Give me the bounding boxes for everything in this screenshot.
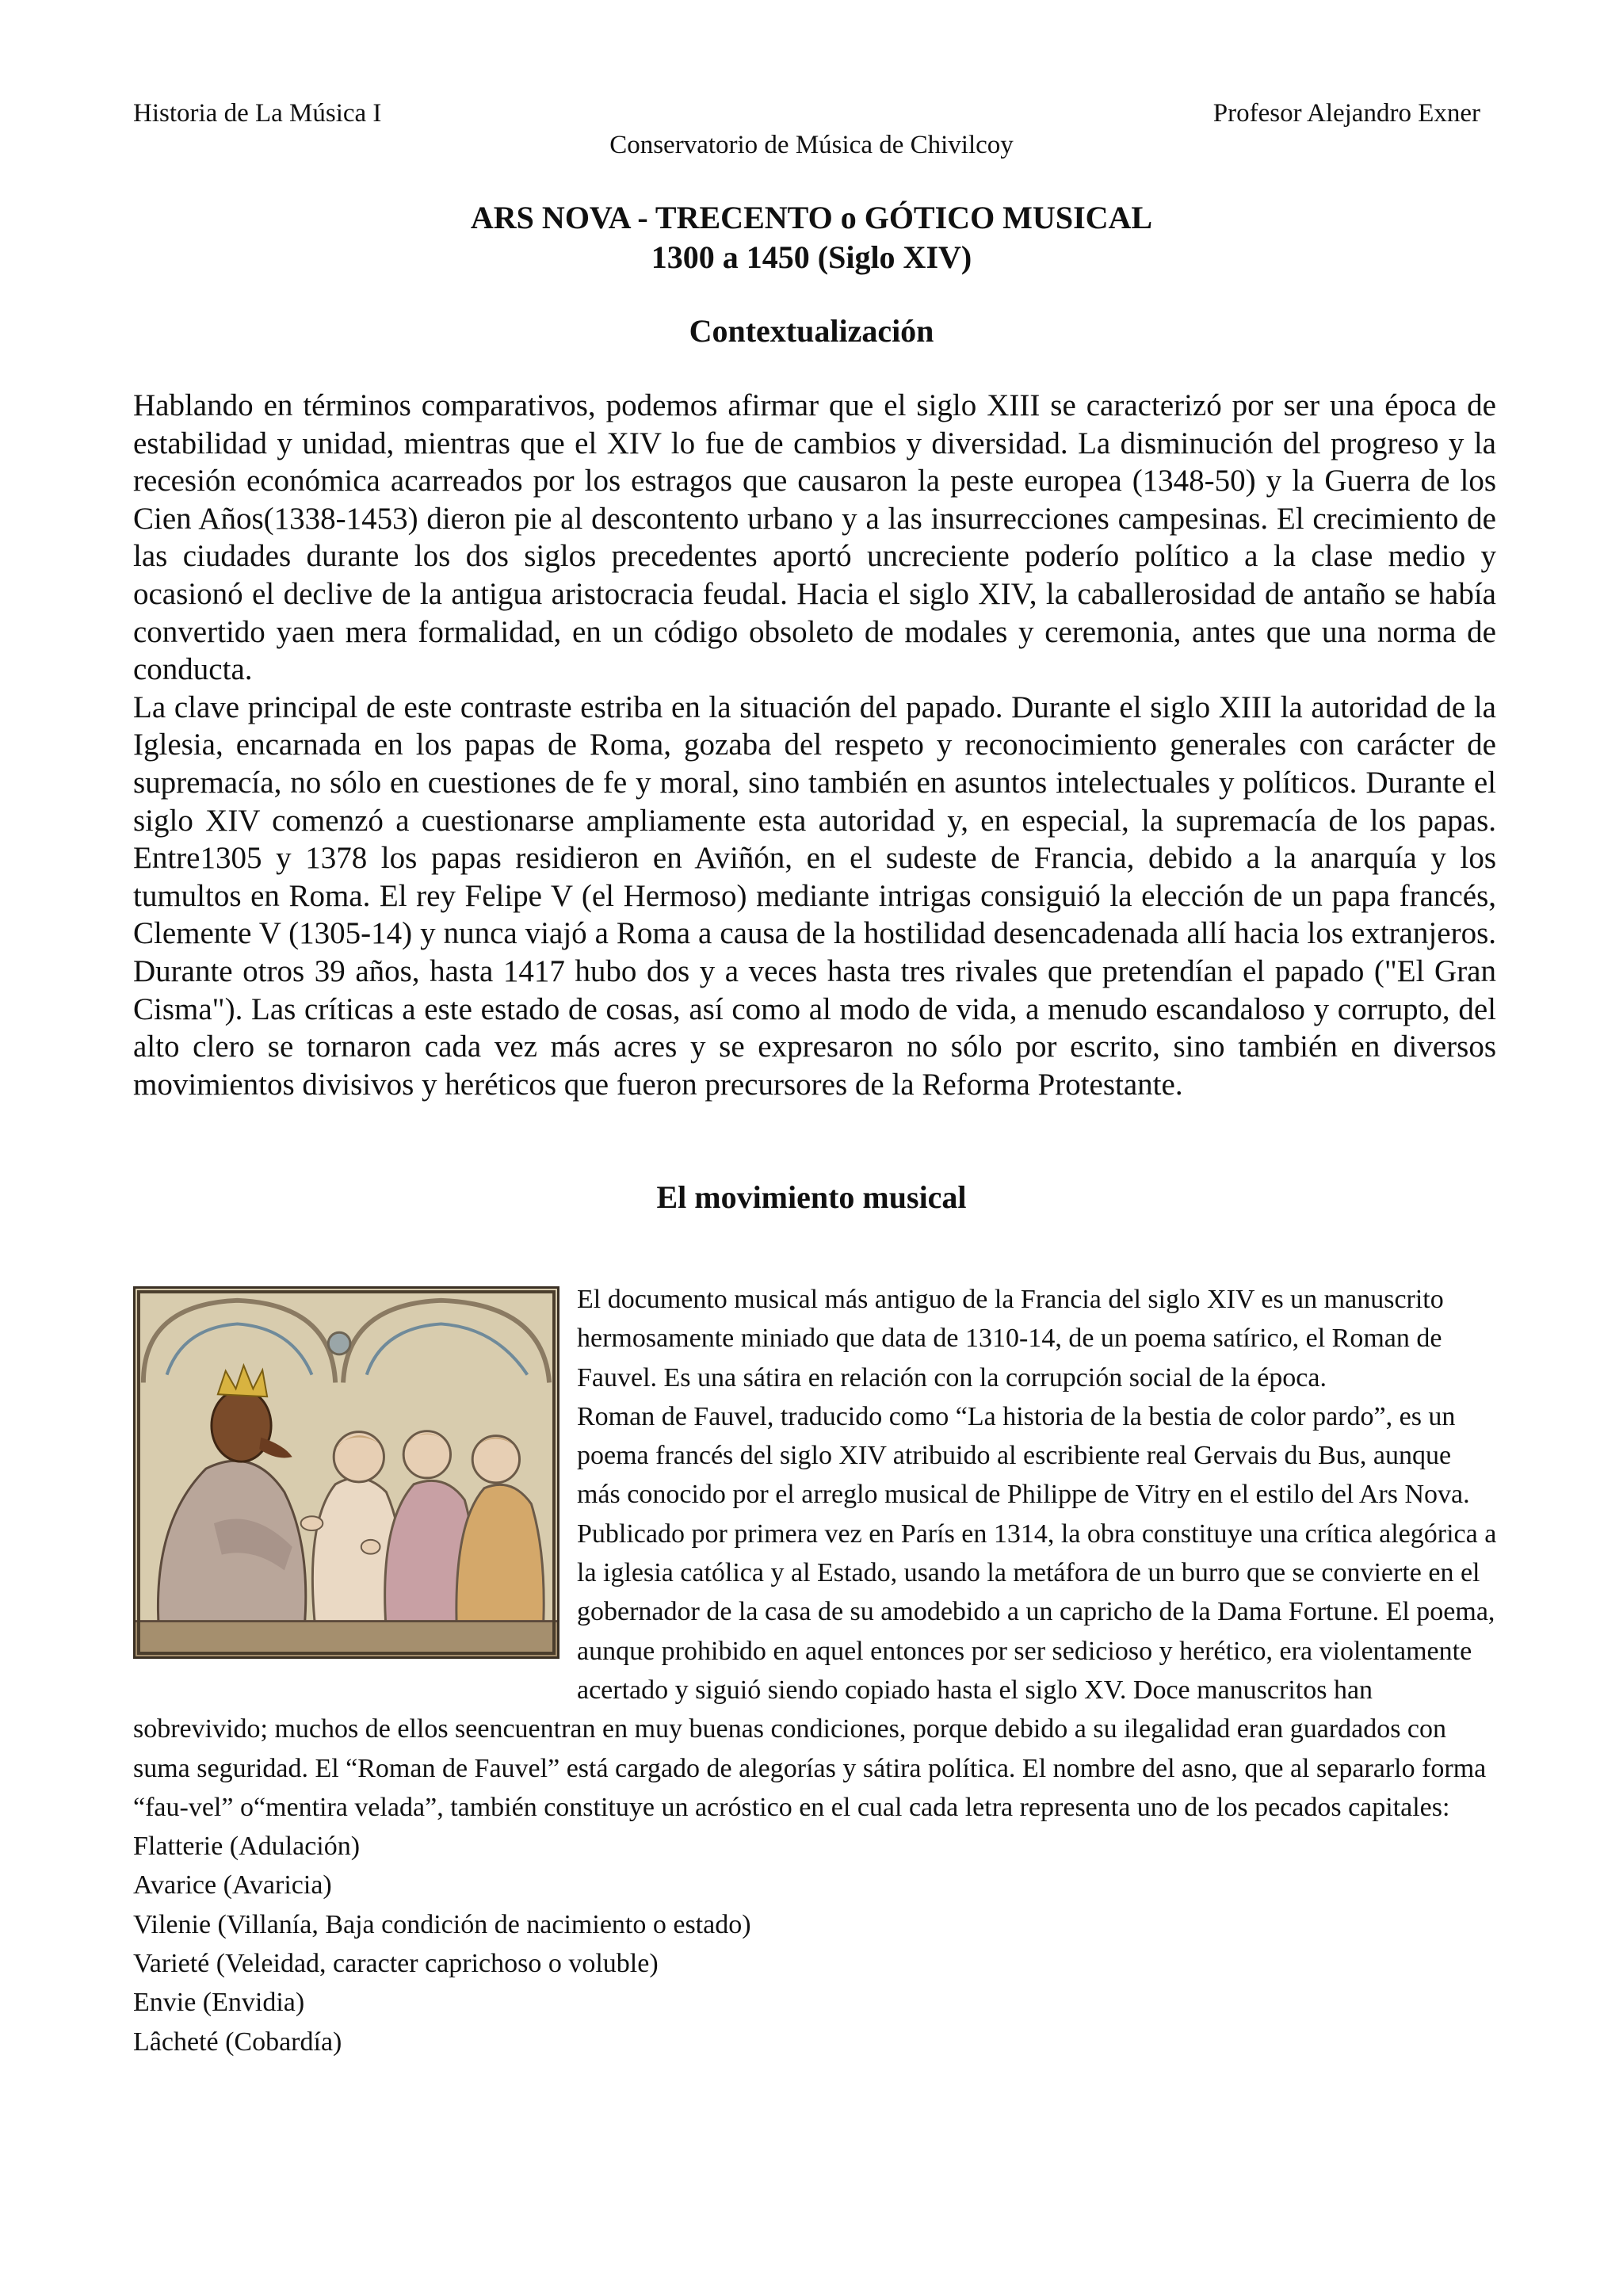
title-dates: 1300 a 1450 (Siglo XIV) xyxy=(651,239,972,275)
capital-sins-list xyxy=(133,1827,1500,2061)
paragraph: La clave principal de este contraste estriba en la situación del papado. Durante el siglo XIII la autoridad de la Iglesia, encarnada en los papas de Roma, gozaba del respeto y reconocimiento generales con carácter de supremacía, no sólo en cuestiones de fe y moral, sino también en asuntos intelectuales y políticos. Durante el siglo XIV comenzó a cuestionarse ampliamente esta autoridad y, en especial, la supremacía de los papas. Entre1305 y 1378 los papas residieron en Aviñón, en el sudeste de Francia, debido a la anarquía y los tumultos en Roma. El rey Felipe V (el Hermoso) mediante intrigas consiguió la elección de un papa francés, Clemente V (1305-14) y nunca viajó a Roma a causa de la hostilidad desencadenada allí hacia los extranjeros. Durante otros 39 años, hasta 1417 hubo dos y a veces hasta tres rivales que pretendían el papado ("El Gran Cisma"). Las críticas a este estado de cosas, así como al modo de vida, a menudo escandaloso y corrupto, del alto clero se tornaron cada vez más acres y se expresaron no sólo por escrito, sino también en diversos movimientos divisivos y heréticos que fueron precursores de la Reforma Protestante. xyxy=(133,690,1496,1102)
document-title xyxy=(0,198,1623,277)
title-main: ARS NOVA - TRECENTO o GÓTICO MUSICAL xyxy=(470,200,1153,235)
list-item: Lâcheté (Cobardía) xyxy=(133,2027,342,2057)
list-item: Vilenie (Villanía, Baja condición de nacimiento o estado) xyxy=(133,1909,751,1939)
list-item: Varieté (Veleidad, caracter caprichoso o voluble) xyxy=(133,1949,659,1979)
list-item: Flatterie (Adulación) xyxy=(133,1832,361,1862)
section-heading-contextualizacion: Contextualización xyxy=(689,313,934,349)
paragraph: El documento musical más antiguo de la Francia del siglo XIV es un manuscrito hermosamente miniado que data de 1310-14, de un poema satírico, el Roman de Fauvel. Es una sátira en relación con la corrupción social de la época. xyxy=(577,1285,1444,1392)
header-professor: Profesor Alejandro Exner xyxy=(1212,99,1480,128)
paragraph: Roman de Fauvel, traducido como “La historia de la bestia de color pardo”, es un poema francés del siglo XIV atribuido al escribiente real Gervais du Bus, aunque más conocido por el arreglo musical de Philippe de Vitry en el estilo del Ars Nova. Publicado por primera vez en París en 1314, la obra constituye una crítica alegórica a la iglesia católica y al Estado, usando la metáfora de un burro que se convierte en el gobernador de la casa de su amodebido a un capricho de la Dama Fortune. El poema, aunque prohibido en aquel entonces por ser sedicioso y herético, era violentamente acertado y siguió siendo copiado hasta el siglo XV. Doce manuscritos han sobrevivido; muchos de ellos seencuentran en muy buenas condiciones, porque debido a su ilegalidad eran guardados con suma seguridad. El “Roman de Fauvel” está cargado de alegorías y sátira política. El nombre del asno, que al separarlo forma “fau-vel” o“mentira velada”, también constituye un acróstico en el cual cada letra representa uno de los pecados capitales: xyxy=(133,1401,1497,1822)
header-course: Historia de La Música I xyxy=(133,99,382,128)
section-heading-movimiento-musical: El movimiento musical xyxy=(656,1179,967,1215)
section-body-movimiento-musical xyxy=(133,1280,1500,2061)
image-wrap-spacer xyxy=(133,1280,577,1675)
list-item: Envie (Envidia) xyxy=(133,1988,305,2018)
section-body-contextualizacion xyxy=(133,387,1496,1103)
list-item: Avarice (Avaricia) xyxy=(133,1870,332,1901)
paragraph: Hablando en términos comparativos, podemos afirmar que el siglo XIII se caracterizó por ser una época de estabilidad y unidad, mientras que el XIV lo fue de cambios y diversidad. La disminución del progreso y la recesión económica acarreados por los estragos que causaron la peste europea (1348-50) y la Guerra de los Cien Años(1338-1453) dieron pie al descontento urbano y a las insurrecciones campesinas. El crecimiento de las ciudades durante los dos siglos precedentes aportó uncreciente poderío político a la clase medio y ocasionó el declive de la antigua aristocracia feudal. Hacia el siglo XIV, la caballerosidad de antaño se había convertido yaen mera formalidad, en un código obsoleto de modales y ceremonia, antes que una norma de conducta. xyxy=(133,388,1496,687)
header-institution: Conservatorio de Música de Chivilcoy xyxy=(609,131,1014,159)
